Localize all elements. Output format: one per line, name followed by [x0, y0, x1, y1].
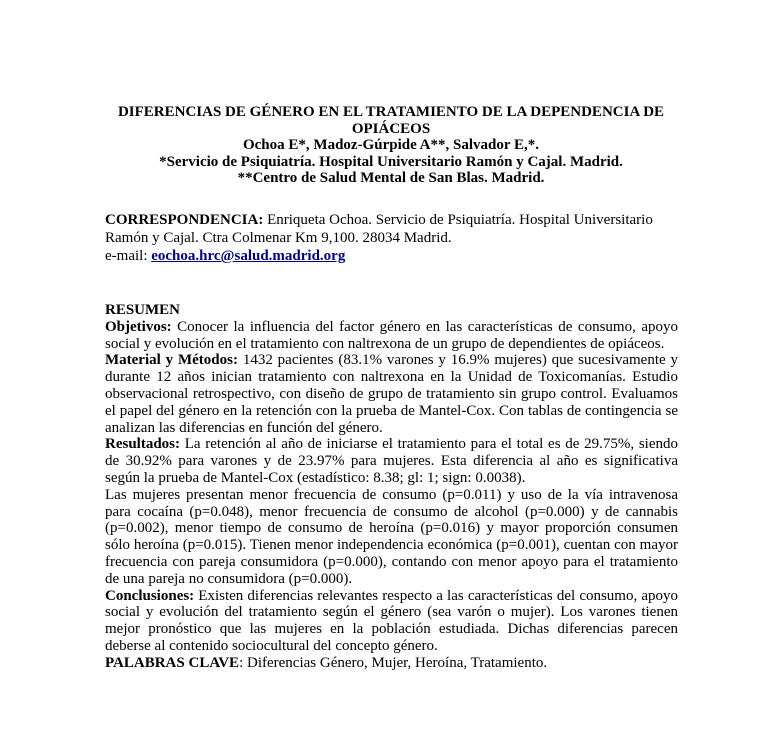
correspondence-text: Enriqueta Ochoa. Servicio de Psiquiatría. Hospital Universitario Ramón y Cajal. Ctra Colmenar Km 9,100. 28034 Madrid. — [105, 212, 653, 246]
methods-paragraph — [105, 352, 678, 436]
keywords-paragraph — [105, 655, 678, 672]
conclusions-label: Conclusiones: — [105, 587, 195, 604]
conclusions-paragraph — [105, 588, 678, 655]
methods-label: Material y Métodos: — [105, 352, 238, 369]
paper-header — [100, 104, 682, 187]
correspondence-label: CORRESPONDENCIA: — [105, 212, 264, 228]
affiliation-2: **Centro de Salud Mental de San Blas. Madrid. — [237, 170, 545, 186]
author-list: Ochoa E*, Madoz-Gúrpide A**, Salvador E,*. — [242, 137, 539, 153]
objectives-text: Conocer la influencia del factor género en las características de consumo, apoyo social y evolución en el tratamiento con naltrexona de un grupo de dependientes de opiáceos. — [105, 318, 678, 352]
abstract-heading: RESUMEN — [105, 302, 181, 318]
paper-title: DIFERENCIAS DE GÉNERO EN EL TRATAMIENTO DE LA DEPENDENCIA DE OPIÁCEOS — [117, 104, 665, 137]
email-label: e-mail: — [105, 248, 152, 264]
keywords-text: : Diferencias Género, Mujer, Heroína, Tratamiento. — [239, 654, 548, 671]
keywords-label: PALABRAS CLAVE — [105, 654, 240, 671]
email-link[interactable]: eochoa.hrc@salud.madrid.org — [151, 248, 346, 264]
methods-text: 1432 pacientes (83.1% varones y 16.9% mujeres) que sucesivamente y durante 12 años inician tratamiento con naltrexona en la Unidad de Toxicomanías. Estudio observacional retrospectivo, con diseño de grupo de tratamiento sin grupo control. Evaluamos el papel del género en la retención con la prueba de Mantel-Cox. Con tablas de contingencia se analizan las diferencias en función del género. — [105, 352, 678, 436]
results-paragraph — [105, 436, 678, 486]
results-paragraph-2: Las mujeres presentan menor frecuencia de consumo (p=0.011) y uso de la vía intravenosa para cocaína (p=0.048), menor frecuencia de consumo de alcohol (p=0.000) y de cannabis (p=0.002), menor tiempo de consumo de heroína (p=0.016) y mayor proporción consumen sólo heroína (p=0.015). Tienen menor independencia económica (p=0.001), cuentan con mayor frecuencia con pareja consumidora (p=0.000), contando con menor apoyo para el tratamiento de una pareja no consumidora (p=0.000). — [105, 486, 678, 587]
results-label: Resultados: — [105, 436, 181, 453]
abstract-section — [105, 302, 678, 672]
objectives-label: Objetivos: — [105, 318, 172, 335]
objectives-paragraph — [105, 319, 678, 353]
correspondence-block — [105, 211, 678, 265]
affiliation-1: *Servicio de Psiquiatría. Hospital Universitario Ramón y Cajal. Madrid. — [159, 153, 623, 170]
results-text: La retención al año de iniciarse el tratamiento para el total es de 29.75%, siendo de 30.92% para varones y de 23.97% para mujeres. Esta diferencia al año es significativa según la prueba de Mantel-Cox (estadístico: 8.38; gl: 1; sign: 0.0038). — [105, 436, 678, 486]
conclusions-text: Existen diferencias relevantes respecto a las características del consumo, apoyo social y evolución del tratamiento según el género (sea varón o mujer). Los varones tienen mejor pronóstico que las mujeres en la población estudiada. Dichas diferencias parecen deberse al contenido sociocultural del concepto género. — [105, 587, 678, 654]
